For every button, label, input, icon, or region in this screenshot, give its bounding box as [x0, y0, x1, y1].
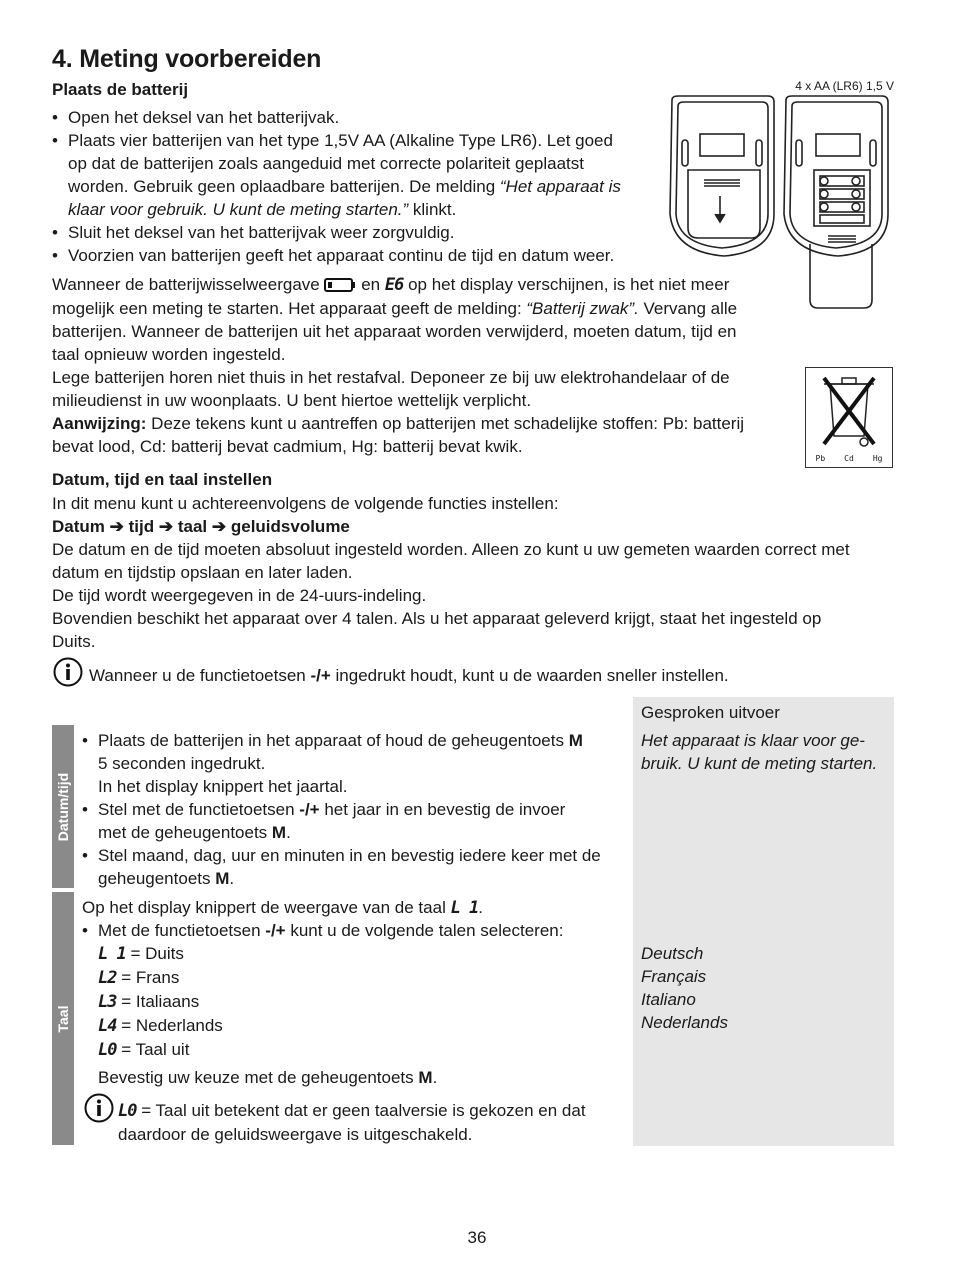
- list-item: • Stel maand, dag, uur en minuten in en bevestig iedere keer met de geheugentoets M.: [82, 844, 627, 890]
- page-title: 4. Meting voorbereiden: [52, 45, 322, 73]
- language-confirm: Bevestig uw keuze met de geheugentoets M.: [98, 1068, 438, 1087]
- language-option: L3 = Italiaans: [98, 992, 200, 1012]
- row-tab-datum-tijd: Datum/tijd: [52, 725, 74, 888]
- datetime-steps: [82, 729, 627, 890]
- info-icon: [84, 1093, 114, 1123]
- list-item: • Stel met de functietoetsen -/+ het jaar in en bevestig de invoer met de geheugentoets M.: [82, 798, 627, 844]
- row-tab-taal: Taal: [52, 892, 74, 1145]
- page-number: 36: [467, 1228, 487, 1247]
- bin-label-pb: Pb: [815, 454, 826, 463]
- language-options: [98, 942, 498, 1062]
- language-option: L2 = Frans: [98, 968, 180, 988]
- battery-warning-paragraph: Wanneer de batterijwisselweergave en E6 op het display verschijnen, is het niet meer mogelijk een meting te starten. Het apparaat geeft de melding: “Batterij zwak”. Vervang alle batterijen. Wanneer de batterijen uit het apparaat worden verwijderd, moeten datum, tijd en taal opnieuw worden ingesteld. Lege batterijen horen niet thuis in het restafval. Deponeer ze bij uw elektrohandelaar of de milieudienst in uw woonplaats. U bent hiertoe wettelijk verplicht. Aanwijzing: Deze tekens kunt u aantreffen op batterijen met schadelijke stoffen: Pb: batterij bevat lood, Cd: batterij bevat cadmium, Hg: batterij bevat kwik.: [52, 275, 745, 456]
- battery-bullet-list: [52, 106, 662, 267]
- list-item: • Voorzien van batterijen geeft het apparaat continu de tijd en datum weer.: [52, 244, 662, 267]
- info-icon: [53, 657, 83, 687]
- crossed-bin-icon: [805, 367, 893, 468]
- list-item: • Sluit het deksel van het batterijvak weer zorgvuldig.: [52, 221, 662, 244]
- datetime-intro: In dit menu kunt u achtereenvolgens de volgende functies instellen:: [52, 494, 559, 513]
- language-option: L4 = Nederlands: [98, 1016, 223, 1036]
- waste-bin-icon: [806, 370, 892, 450]
- list-item: • Plaats vier batterijen van het type 1,5V AA (Alkaline Type LR6). Let goed op dat de batterijen zoals aangeduid met correcte polariteit geplaatst worden. Gebruik geen oplaadbare batterijen. De melding “Het apparaat is klaar voor gebruik. U kunt de meting starten.” klinkt.: [52, 129, 662, 221]
- info-hint: Wanneer u de functietoetsen -/+ ingedrukt houdt, kunt u de waarden sneller instellen.: [89, 666, 729, 685]
- list-item: • Met de functietoetsen -/+ kunt u de volgende talen selecteren:: [82, 919, 627, 942]
- language-option: L 1 = Duits: [98, 944, 184, 964]
- spoken-language-names: Deutsch Français Italiano Nederlands: [641, 944, 728, 1032]
- battery-type-label: 4 x AA (LR6) 1,5 V: [795, 79, 894, 93]
- list-item: • Open het deksel van het batterijvak.: [52, 106, 662, 129]
- battery-heading: Plaats de batterij: [52, 80, 189, 99]
- datetime-body: De datum en de tijd moeten absoluut ingesteld worden. Alleen zo kunt u uw gemeten waarden correct met datum en tijdstip opslaan en later laden. De tijd wordt weergegeven in de 24-uurs-indeling. Bovendien beschikt het apparaat over 4 talen. Als u het apparaat geleverd krijgt, staat het ingesteld op Duits.: [52, 540, 850, 651]
- settings-sequence: Datum ➔ tijd ➔ taal ➔ geluidsvolume: [52, 517, 350, 536]
- list-item: • Plaats de batterijen in het apparaat of houd de geheugentoets M 5 seconden ingedrukt. In het display knippert het jaartal.: [82, 729, 627, 798]
- language-intro: Op het display knippert de weergave van de taal L 1.: [82, 898, 484, 918]
- datetime-heading: Datum, tijd en taal instellen: [52, 470, 273, 489]
- language-option: L0 = Taal uit: [98, 1040, 190, 1060]
- language-bullet: [82, 919, 627, 942]
- bin-label-cd: Cd: [844, 454, 854, 463]
- language-off-note: L0 = Taal uit betekent dat er geen taalversie is gekozen en dat daardoor de geluidsweergave is uitgeschakeld.: [118, 1101, 586, 1144]
- spoken-ready-message: Het apparaat is klaar voor ge- bruik. U kunt de meting starten.: [641, 731, 878, 773]
- low-battery-icon: [324, 278, 356, 292]
- spoken-output-header: Gesproken uitvoer: [641, 703, 780, 722]
- bin-label-hg: Hg: [872, 454, 883, 463]
